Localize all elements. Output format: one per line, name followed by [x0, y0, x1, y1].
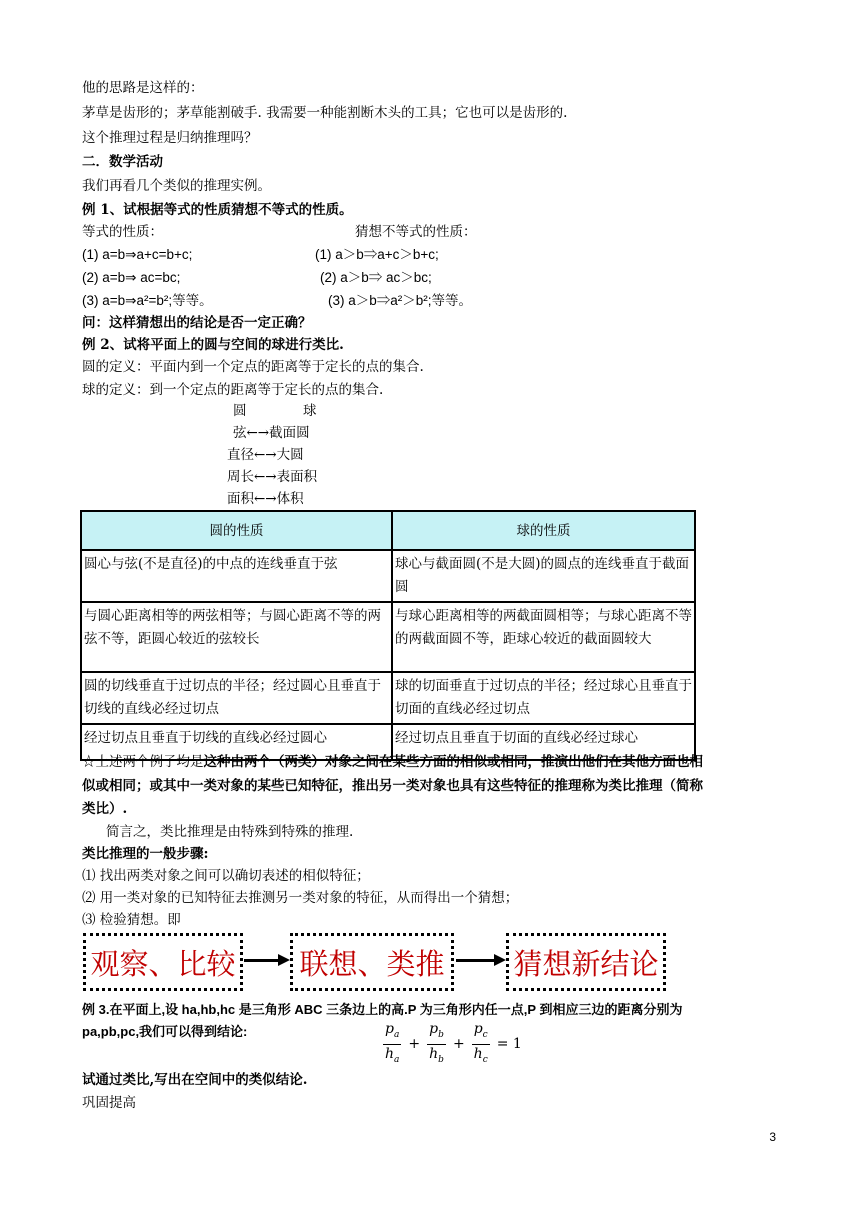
formula-rhs: = 1	[496, 1036, 522, 1053]
sphere-definition: 球的定义：到一个定点的距离等于定长的点的集合.	[82, 382, 384, 398]
example-1-title: 例 1、试根据等式的性质猜想不等式的性质。	[82, 202, 353, 218]
steps-title: 类比推理的一般步骤:	[82, 846, 209, 862]
example-3-line-3: 试通过类比,写出在空间中的类似结论.	[82, 1072, 308, 1088]
analogy-definition-line-2: 似或相同；或其中一类对象的某些已知特征，推出另一类对象也具有这些特征的推理称为类比推理（简称	[82, 778, 703, 794]
circle-definition: 圆的定义：平面内到一个定点的距离等于定长的点的集合.	[82, 359, 424, 375]
analogy-definition-1: 这种由两个（两类）对象之间在某些方面的相似或相同，推演出他们在其他方面也相	[203, 754, 703, 770]
mapping-chord: 弦←→截面圆	[233, 425, 310, 441]
inequality-1: (1) a＞b⇒a+c＞b+c;	[315, 247, 439, 262]
intro-line-1: 他的思路是这样的：	[82, 80, 204, 96]
table-row	[81, 550, 695, 602]
circle-sphere-table	[80, 510, 696, 761]
header-circle-properties: 圆的性质	[81, 511, 392, 550]
example-1-question: 问：这样猜想出的结论是否一定正确？	[82, 315, 312, 331]
mapping-diameter: 直径←→大圆	[227, 447, 304, 463]
table-cell: 圆心与弦(不是直径)的中点的连线垂直于弦	[81, 550, 392, 602]
arrow-right-icon	[278, 954, 290, 966]
flow-arrow-1	[244, 959, 278, 962]
arrow-right-icon	[494, 954, 506, 966]
table-header-row	[81, 511, 695, 550]
flow-arrow-2	[456, 959, 494, 962]
step-1: ⑴ 找出两类对象之间可以确切表述的相似特征；	[82, 868, 370, 884]
analogy-definition-line-1	[82, 752, 703, 772]
table-cell: 与球心距离相等的两截面圆相等；与球心距离不等的两截面圆不等，距球心较近的截面圆较大	[392, 602, 695, 672]
example-3-line-2: pa,pb,pc,我们可以得到结论:	[82, 1024, 248, 1039]
consolidation-heading: 巩固提高	[82, 1095, 136, 1111]
star-prefix: ☆上述两个例子均是	[82, 754, 204, 770]
equality-1: (1) a=b⇒a+c=b+c;	[82, 247, 193, 262]
section-2-lead: 我们再看几个类似的推理实例。	[82, 178, 271, 194]
intro-line-3: 这个推理过程是归纳推理吗？	[82, 130, 258, 146]
table-row	[81, 602, 695, 672]
flow-box-associate: 联想、类推	[290, 933, 454, 991]
section-2-heading: 二．数学活动	[82, 154, 163, 170]
intro-line-2: 茅草是齿形的；茅草能割破手. 我需要一种能割断木头的工具；它也可以是齿形的.	[82, 105, 568, 121]
table-cell: 经过切点且垂直于切面的直线必经过球心	[392, 724, 695, 760]
analogy-definition-line-3: 类比）.	[82, 801, 128, 817]
height-ratio-formula: $\frac{p_a}{h_a}$ + $\frac{p_b}{h_b}$ + $\frac{p_c}{h_c}$ = 1	[385, 1021, 522, 1065]
table-cell: 经过切点且垂直于切线的直线必经过圆心	[81, 724, 392, 760]
equality-header: 等式的性质：	[82, 224, 163, 240]
inequality-3: (3) a＞b⇒a²＞b²;等等。	[328, 293, 473, 308]
inequality-header: 猜想不等式的性质：	[355, 224, 477, 240]
flow-box-conjecture: 猜想新结论	[506, 933, 666, 991]
step-3: ⑶ 检验猜想。即	[82, 912, 181, 928]
equality-3: (3) a=b⇒a²=b²;等等。	[82, 293, 213, 308]
page-number: 3	[769, 1130, 776, 1144]
map-head-sphere: 球	[303, 403, 317, 419]
table-row	[81, 672, 695, 724]
step-2: ⑵ 用一类对象的已知特征去推测另一类对象的特征，从而得出一个猜想；	[82, 890, 519, 906]
analogy-brief: 简言之，类比推理是由特殊到特殊的推理.	[106, 824, 354, 840]
table-cell: 球的切面垂直于过切点的半径；经过球心且垂直于切面的直线必经过切点	[392, 672, 695, 724]
mapping-perimeter: 周长←→表面积	[227, 469, 318, 485]
equality-2: (2) a=b⇒ ac=bc;	[82, 270, 181, 285]
mapping-area: 面积←→体积	[227, 491, 304, 507]
example-2-title: 例 2、试将平面上的圆与空间的球进行类比.	[82, 337, 344, 353]
flow-box-observe: 观察、比较	[83, 933, 243, 991]
table-cell: 球心与截面圆(不是大圆)的圆点的连线垂直于截面圆	[392, 550, 695, 602]
example-3-line-1: 例 3.在平面上,设 ha,hb,hc 是三角形 ABC 三条边上的高.P 为三角形内任一点,P 到相应三边的距离分别为	[82, 1002, 683, 1017]
header-sphere-properties: 球的性质	[392, 511, 695, 550]
table-cell: 圆的切线垂直于过切点的半径；经过圆心且垂直于切线的直线必经过切点	[81, 672, 392, 724]
inequality-2: (2) a＞b⇒ ac＞bc;	[320, 270, 432, 285]
table-cell: 与圆心距离相等的两弦相等；与圆心距离不等的两弦不等，距圆心较近的弦较长	[81, 602, 392, 672]
map-head-circle: 圆	[233, 403, 247, 419]
